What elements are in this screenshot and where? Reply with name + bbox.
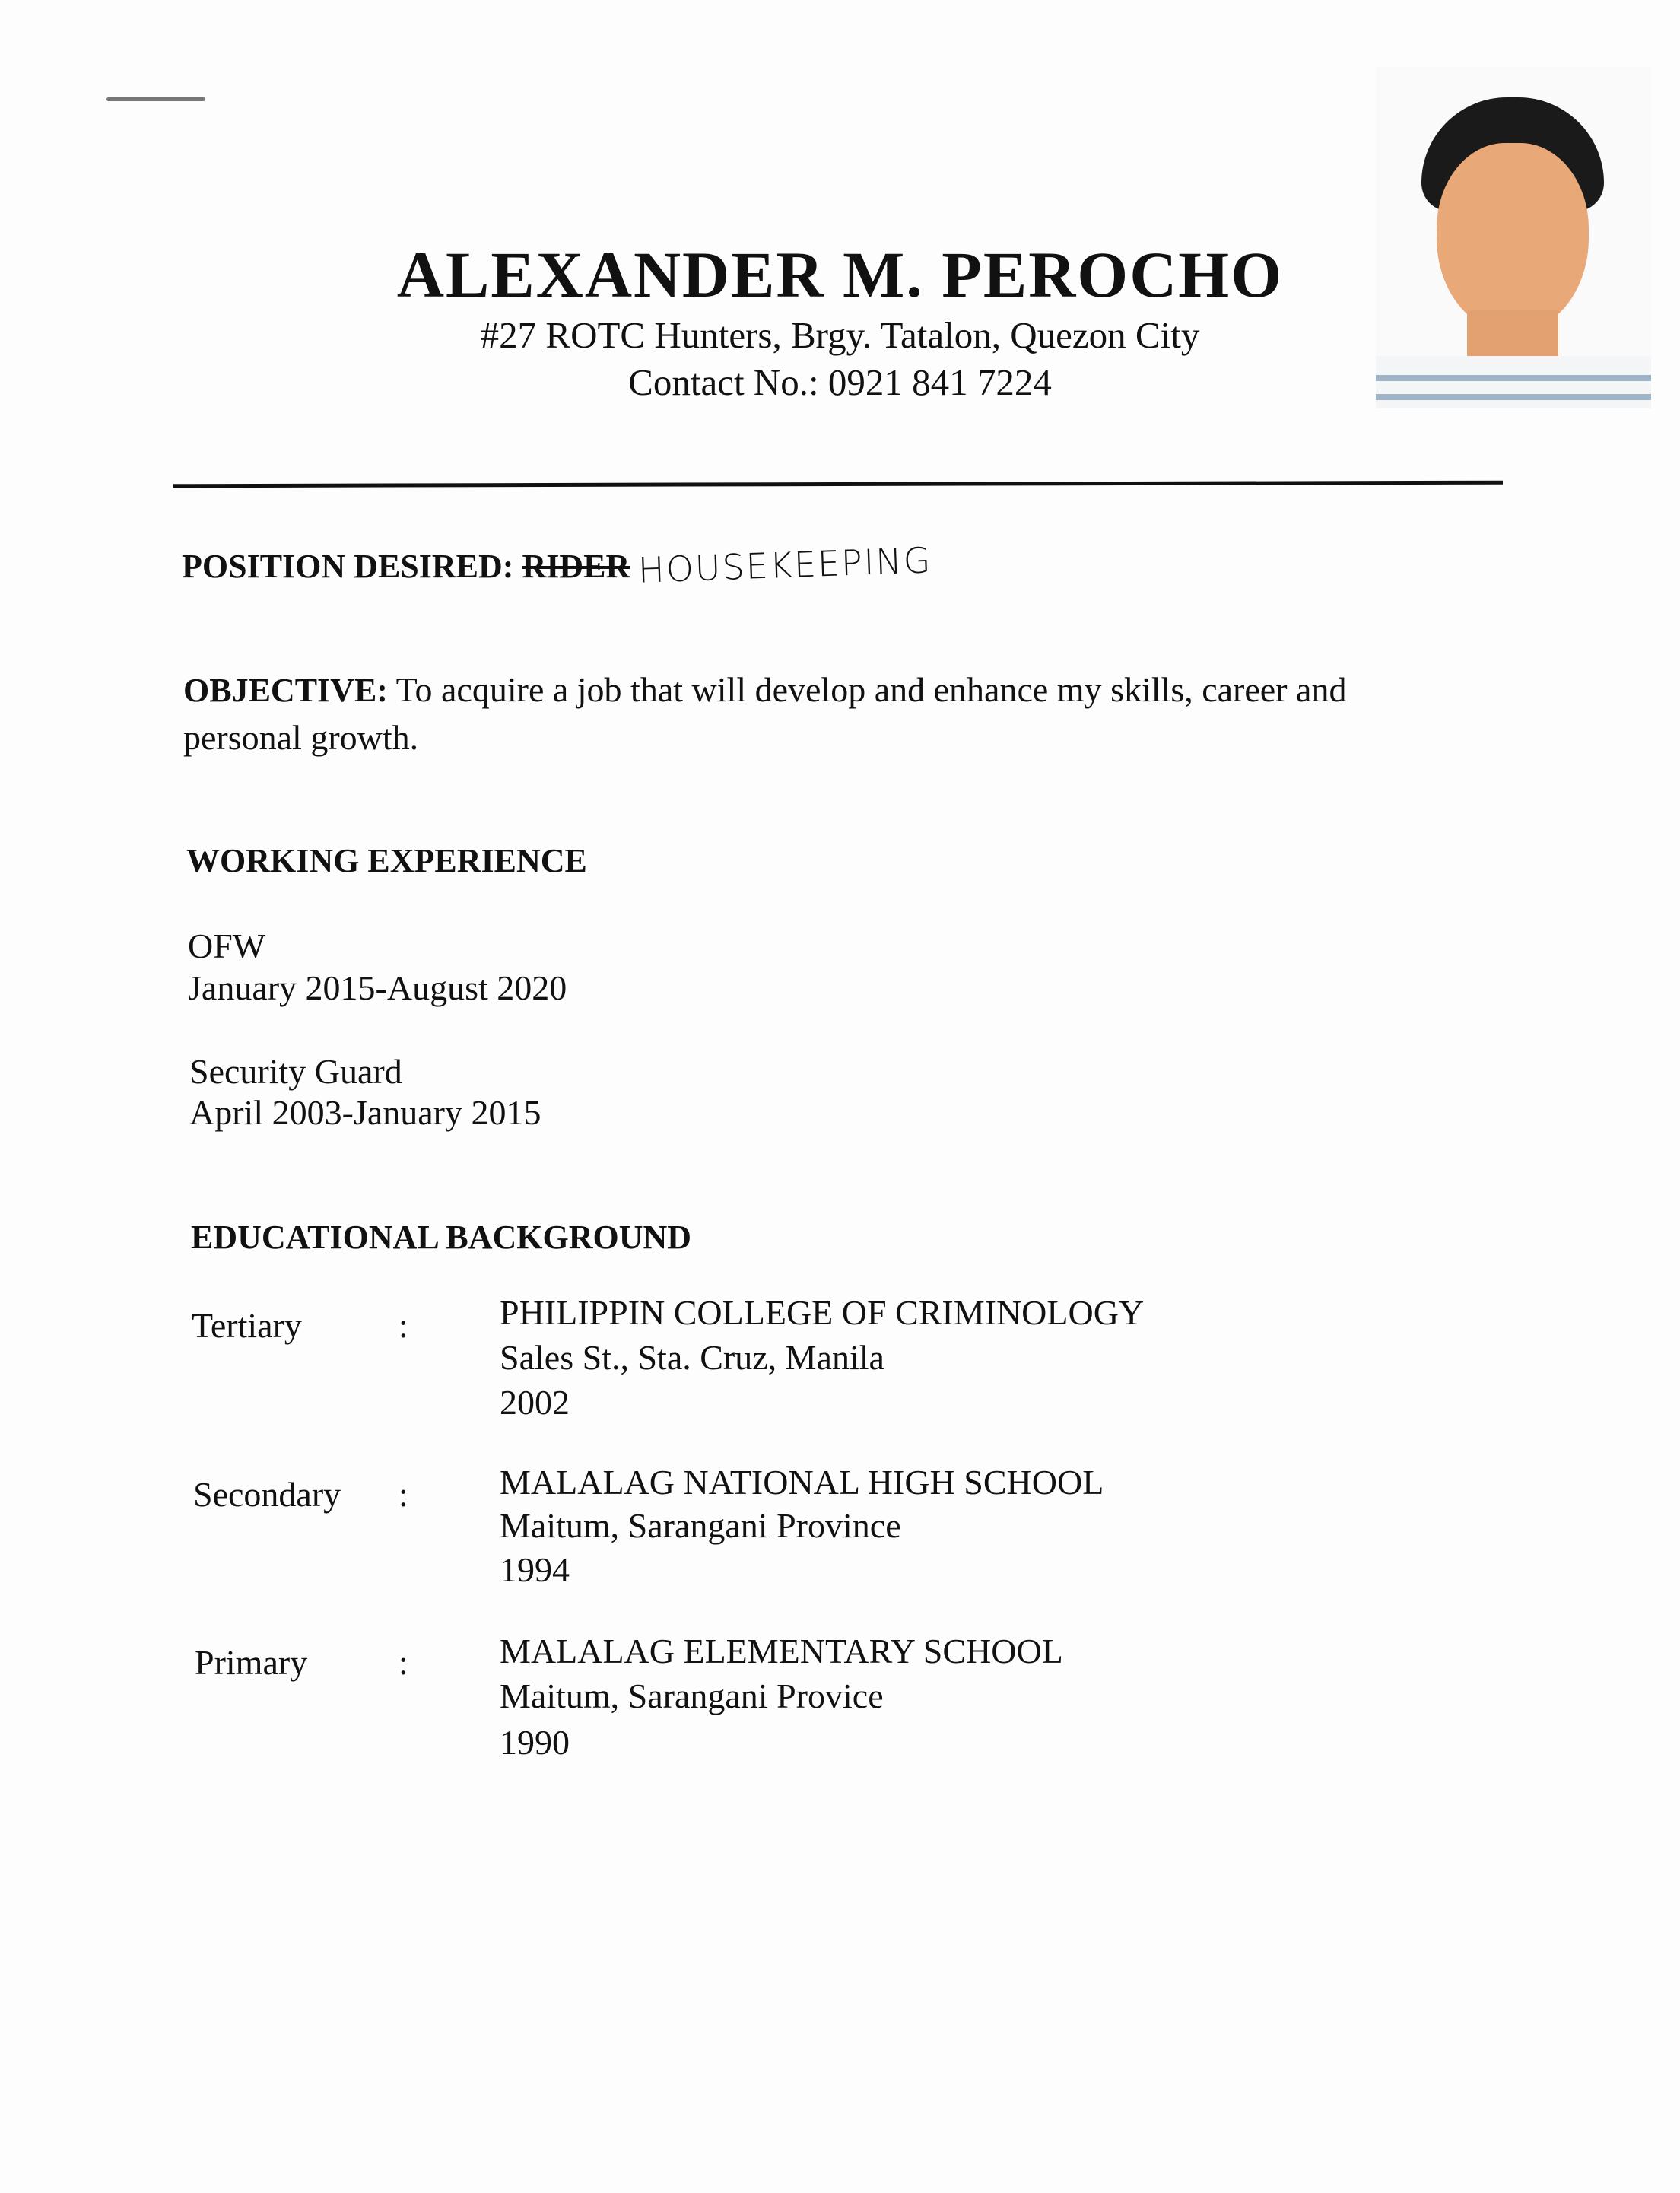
experience-title: OFW — [188, 926, 266, 965]
education-school: MALALAG ELEMENTARY SCHOOL — [500, 1632, 1063, 1670]
education-level: Tertiary — [192, 1306, 302, 1345]
struck-position: RIDER — [522, 548, 630, 585]
experience-period: April 2003-January 2015 — [189, 1093, 541, 1132]
education-location: Maitum, Sarangani Province — [500, 1506, 901, 1545]
education-school: PHILIPPIN COLLEGE OF CRIMINOLOGY — [500, 1293, 1145, 1332]
education-year: 1994 — [500, 1550, 570, 1589]
education-colon: : — [399, 1306, 408, 1345]
profile-photo — [1376, 67, 1651, 408]
experience-title: Security Guard — [189, 1052, 402, 1091]
education-year: 1990 — [500, 1723, 570, 1762]
objective-label: OBJECTIVE: — [183, 672, 388, 709]
objective-line-1 — [183, 672, 1346, 707]
education-location: Maitum, Sarangani Provice — [500, 1677, 884, 1715]
position-label: POSITION DESIRED: — [182, 548, 514, 585]
scan-smudge — [106, 97, 205, 101]
experience-heading: WORKING EXPERIENCE — [186, 842, 587, 879]
experience-period: January 2015-August 2020 — [188, 968, 567, 1007]
education-colon: : — [399, 1475, 408, 1514]
education-year: 2002 — [500, 1383, 570, 1422]
education-level: Secondary — [193, 1475, 341, 1514]
education-heading: EDUCATIONAL BACKGROUND — [191, 1219, 692, 1256]
position-desired — [182, 539, 933, 591]
address: #27 ROTC Hunters, Brgy. Tatalon, Quezon City — [480, 314, 1200, 356]
education-colon: : — [399, 1643, 408, 1682]
education-level: Primary — [195, 1643, 308, 1682]
objective-line-2: personal growth. — [183, 718, 419, 757]
handwritten-position: HOUSEKEEPING — [637, 539, 933, 591]
education-school: MALALAG NATIONAL HIGH SCHOOL — [500, 1463, 1104, 1502]
objective-text: To acquire a job that will develop and enhance my skills, career and — [395, 670, 1347, 709]
header-divider — [173, 481, 1503, 488]
applicant-name: ALEXANDER M. PEROCHO — [396, 238, 1284, 311]
contact-number: Contact No.: 0921 841 7224 — [628, 361, 1052, 403]
education-location: Sales St., Sta. Cruz, Manila — [500, 1338, 884, 1377]
